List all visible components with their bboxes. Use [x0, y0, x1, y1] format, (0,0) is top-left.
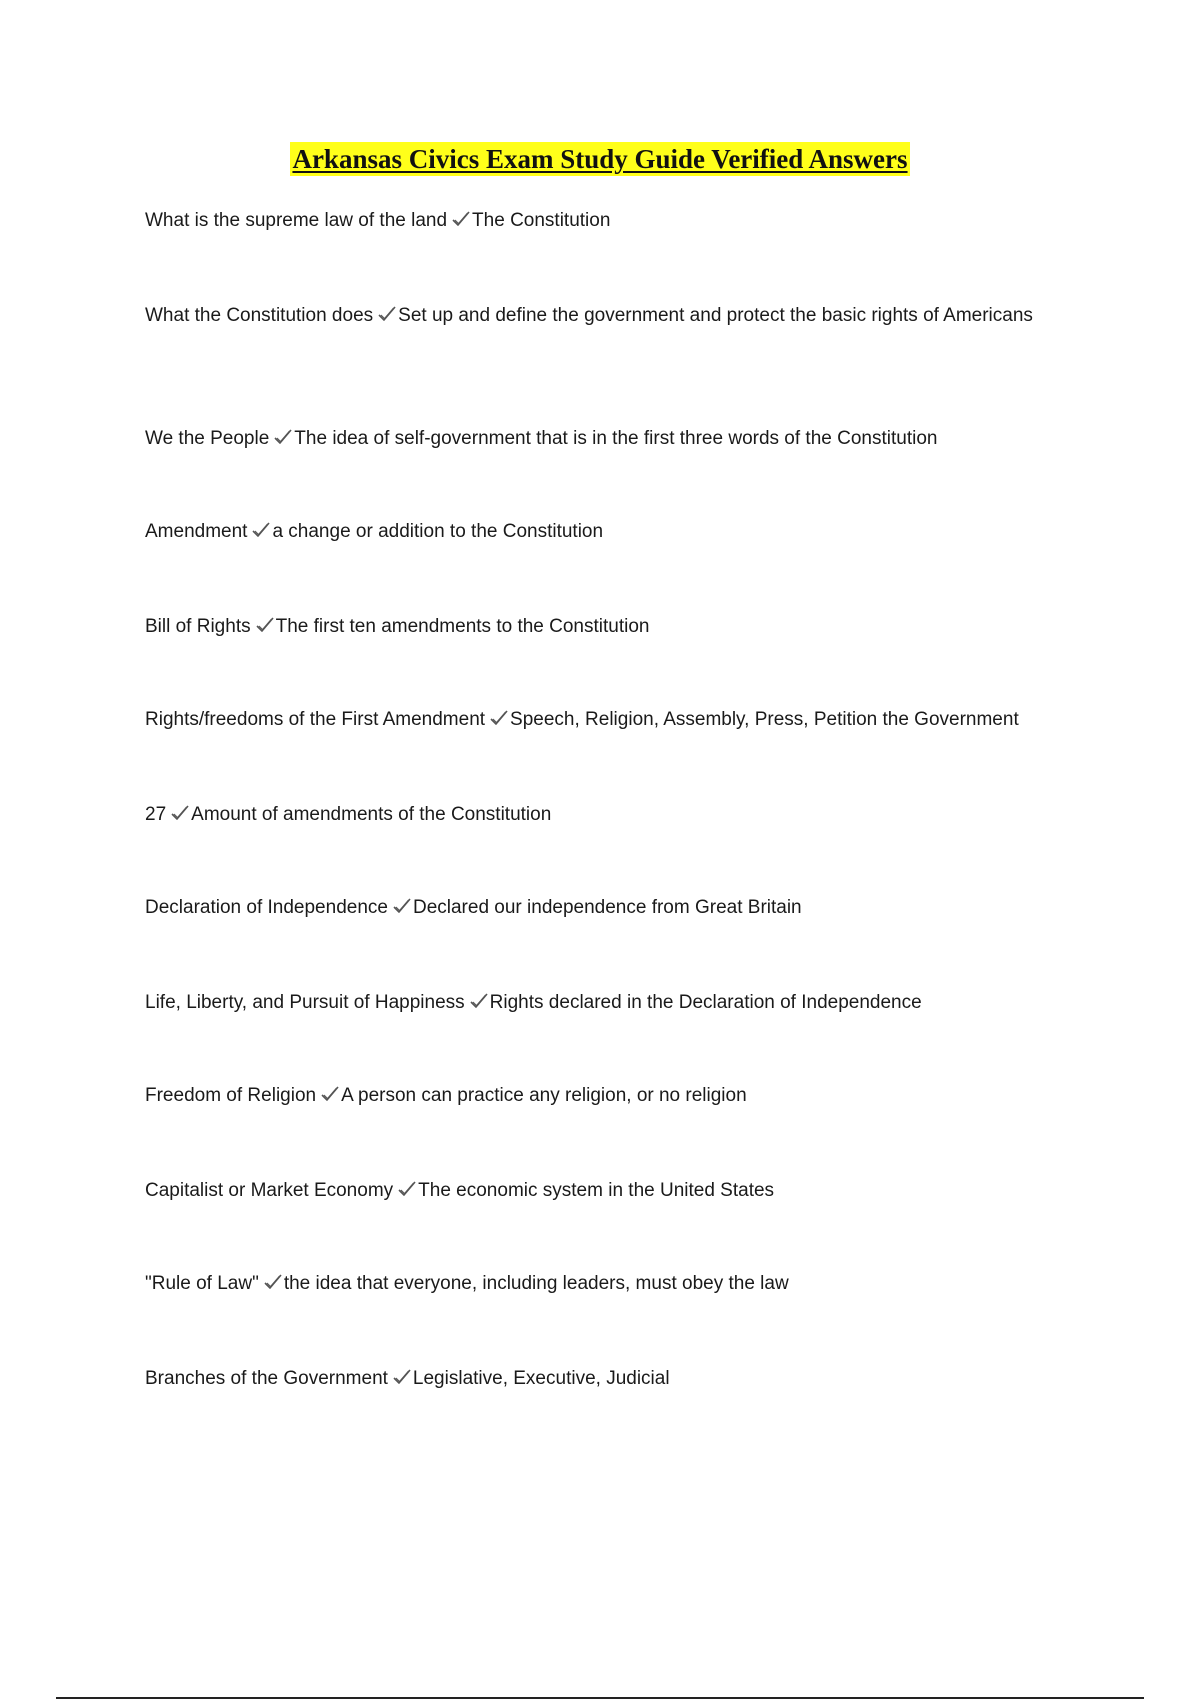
check-mark-icon [392, 1368, 412, 1386]
check-mark-icon [255, 616, 275, 634]
qa-item [145, 894, 1085, 922]
check-mark-icon [469, 992, 489, 1010]
qa-answer: Declared our independence from Great Britain [412, 897, 802, 918]
qa-term: What is the supreme law of the land [145, 210, 448, 231]
qa-answer: a change or addition to the Constitution [272, 521, 604, 542]
qa-item [145, 1270, 1085, 1298]
qa-item [145, 1177, 1085, 1205]
check-mark-icon [320, 1085, 340, 1103]
check-mark-icon [397, 1180, 417, 1198]
qa-answer: The economic system in the United States [418, 1180, 775, 1201]
qa-term: Rights/freedoms of the First Amendment [145, 709, 486, 730]
qa-answer: Amount of amendments of the Constitution [191, 804, 552, 825]
qa-term: Amendment [145, 521, 248, 542]
check-mark-icon [170, 804, 190, 822]
qa-answer: Speech, Religion, Assembly, Press, Petition the Government [510, 709, 1019, 730]
qa-item [145, 801, 1085, 829]
qa-item [145, 1365, 1085, 1393]
qa-item [145, 518, 1085, 546]
qa-term: Freedom of Religion [145, 1085, 317, 1106]
title-container [0, 142, 1200, 176]
qa-answer: A person can practice any religion, or no religion [341, 1085, 747, 1106]
qa-item [145, 1082, 1085, 1110]
check-mark-icon [251, 521, 271, 539]
qa-term: Branches of the Government [145, 1368, 388, 1389]
qa-term: 27 [145, 804, 167, 825]
qa-answer: Rights declared in the Declaration of Independence [489, 992, 922, 1013]
qa-term: Capitalist or Market Economy [145, 1180, 394, 1201]
check-mark-icon [392, 897, 412, 915]
footer-divider [56, 1697, 1144, 1699]
qa-item [145, 207, 1085, 235]
document-title: Arkansas Civics Exam Study Guide Verified Answers [292, 144, 908, 174]
qa-term: What the Constitution does [145, 305, 374, 326]
qa-term: Declaration of Independence [145, 897, 388, 918]
qa-term: We the People [145, 428, 270, 449]
qa-term: Bill of Rights [145, 616, 251, 637]
qa-answer: Set up and define the government and protect the basic rights of Americans [398, 305, 1033, 326]
qa-item [145, 989, 1085, 1017]
check-mark-icon [263, 1273, 283, 1291]
check-mark-icon [489, 709, 509, 727]
qa-answer: The idea of self-government that is in the first three words of the Constitution [294, 428, 938, 449]
qa-answer: Legislative, Executive, Judicial [412, 1368, 670, 1389]
qa-answer: The first ten amendments to the Constitution [275, 616, 650, 637]
qa-item [145, 302, 1085, 330]
qa-answer: the idea that everyone, including leaders, must obey the law [283, 1273, 789, 1294]
check-mark-icon [377, 305, 397, 323]
qa-item [145, 706, 1085, 734]
qa-term: Life, Liberty, and Pursuit of Happiness [145, 992, 465, 1013]
qa-item [145, 613, 1085, 641]
qa-answer: The Constitution [472, 210, 611, 231]
check-mark-icon [273, 428, 293, 446]
qa-item [145, 425, 1085, 453]
check-mark-icon [451, 210, 471, 228]
qa-term: "Rule of Law" [145, 1273, 259, 1294]
